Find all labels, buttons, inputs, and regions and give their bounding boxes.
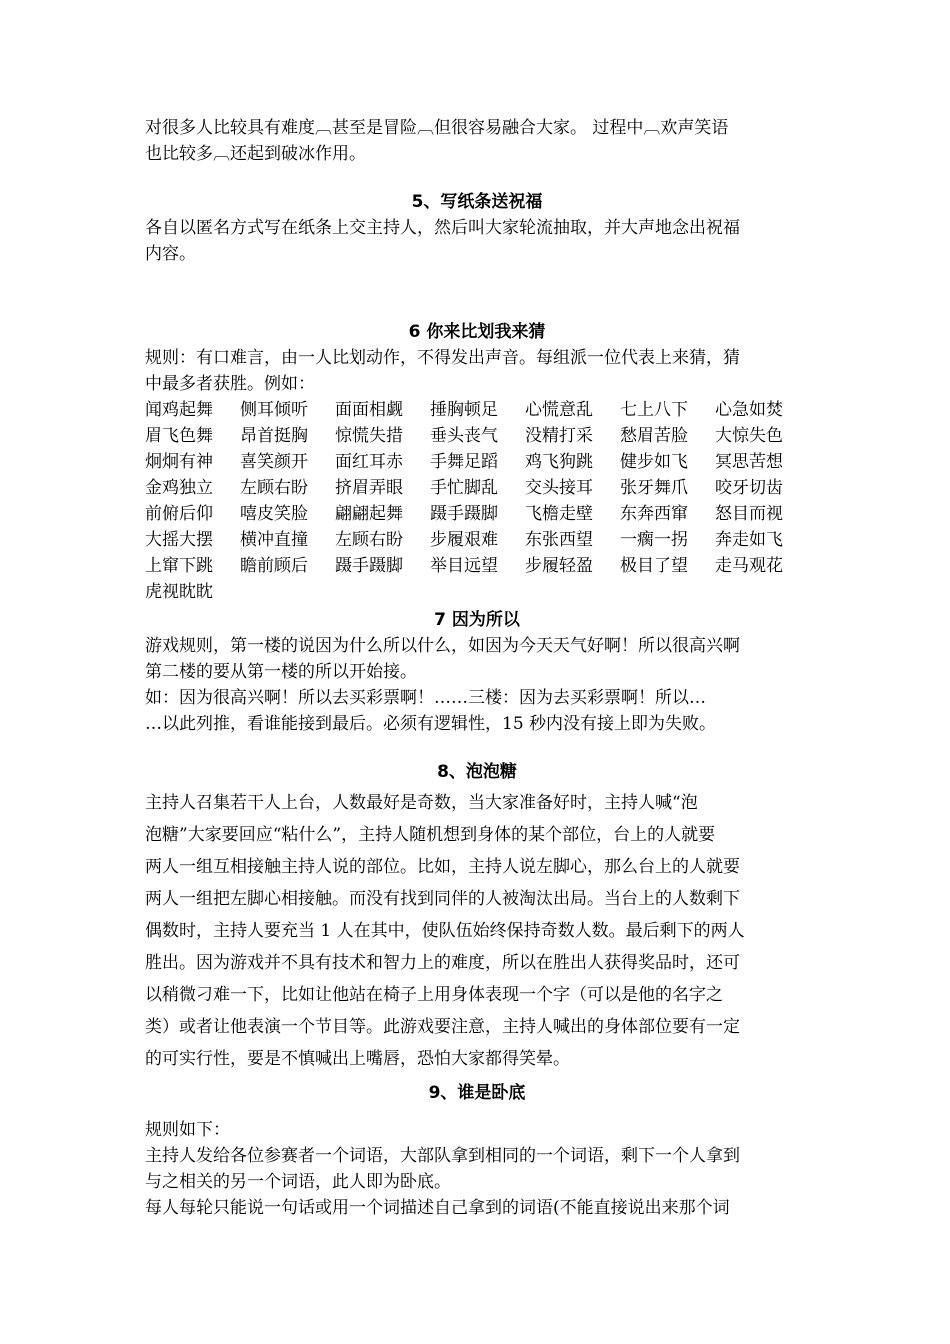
idiom: 左顾右盼	[240, 478, 308, 498]
idiom: 没精打采	[525, 426, 593, 446]
idiom: 蹑手蹑脚	[335, 556, 403, 576]
idiom: 张牙舞爪	[620, 478, 688, 498]
idiom: 惊慌失措	[335, 426, 403, 446]
section-8-heading: 8、泡泡糖	[437, 762, 517, 782]
idiom: 极目了望	[620, 556, 688, 576]
idiom: 走马观花	[715, 556, 783, 576]
idiom: 昂首挺胸	[240, 426, 308, 446]
section-8-line: 泡糖”大家要回应“粘什么”，主持人随机想到身体的某个部位，台上的人就要	[145, 825, 716, 845]
idiom: 嘻皮笑脸	[240, 504, 308, 524]
idiom: 垂头丧气	[430, 426, 498, 446]
idiom: 捶胸顿足	[430, 400, 498, 420]
section-9-line: 规则如下：	[145, 1120, 230, 1140]
idiom: 喜笑颜开	[240, 452, 308, 472]
idiom: 健步如飞	[620, 452, 688, 472]
section-8-line: 胜出。因为游戏并不具有技术和智力上的难度，所以在胜出人获得奖品时，还可	[145, 953, 740, 973]
idiom: 大惊失色	[715, 426, 783, 446]
idiom: 面面相觑	[335, 400, 403, 420]
idiom: 蹑手蹑脚	[430, 504, 498, 524]
idiom: 心急如焚	[715, 400, 783, 420]
idiom: 步履艰难	[430, 530, 498, 550]
idiom: 金鸡独立	[145, 478, 213, 498]
idiom: 侧耳倾听	[240, 400, 308, 420]
idiom-grid	[145, 397, 809, 605]
idiom: 虎视眈眈	[145, 582, 213, 602]
idiom: 鸡飞狗跳	[525, 452, 593, 472]
idiom: 横冲直撞	[240, 530, 308, 550]
section-8-line: 两人一组互相接触主持人说的部位。比如，主持人说左脚心，那么台上的人就要	[145, 857, 740, 877]
section-8-line: 偶数时，主持人要充当 1 人在其中，使队伍始终保持奇数人数。最后剩下的两人	[145, 921, 745, 941]
section-7-line-4: …以此列推，看谁能接到最后。必须有逻辑性，15 秒内没有接上即为失败。	[145, 714, 717, 734]
section-8-line: 主持人召集若干人上台，人数最好是奇数，当大家准备好时，主持人喊“泡	[145, 793, 698, 813]
idiom: 翩翩起舞	[335, 504, 403, 524]
section-7-line-1: 游戏规则，第一楼的说因为什么所以什么，如因为今天天气好啊！所以很高兴啊	[145, 636, 740, 656]
idiom: 面红耳赤	[335, 452, 403, 472]
idiom: 咬牙切齿	[715, 478, 783, 498]
section-6-line-1: 规则：有口难言，由一人比划动作，不得发出声音。每组派一位代表上来猜，猜	[145, 348, 740, 368]
section-9-line: 每人每轮只能说一句话或用一个词描述自己拿到的词语(不能直接说出来那个词	[145, 1198, 730, 1218]
section-7-heading: 7 因为所以	[434, 610, 520, 630]
idiom: 奔走如飞	[715, 530, 783, 550]
idiom: 大摇大摆	[145, 530, 213, 550]
idiom: 举目远望	[430, 556, 498, 576]
idiom: 心慌意乱	[525, 400, 593, 420]
section-8-line: 两人一组把左脚心相接触。而没有找到同伴的人被淘汰出局。当台上的人数剩下	[145, 889, 740, 909]
idiom: 左顾右盼	[335, 530, 403, 550]
idiom: 东奔西窜	[620, 504, 688, 524]
idiom: 一瘸一拐	[620, 530, 688, 550]
section-8-line: 类）或者让他表演一个节目等。此游戏要注意，主持人喊出的身体部位要有一定	[145, 1017, 740, 1037]
idiom: 飞檐走壁	[525, 504, 593, 524]
section-8-line: 的可实行性，要是不慎喊出上嘴唇，恐怕大家都得笑晕。	[145, 1049, 570, 1069]
idiom: 闻鸡起舞	[145, 400, 213, 420]
section-5-line-1: 各自以匿名方式写在纸条上交主持人，然后叫大家轮流抽取，并大声地念出祝福	[145, 218, 740, 238]
idiom: 挤眉弄眼	[335, 478, 403, 498]
idiom: 前俯后仰	[145, 504, 213, 524]
idiom: 上窜下跳	[145, 556, 213, 576]
idiom: 愁眉苦脸	[620, 426, 688, 446]
idiom: 冥思苦想	[715, 452, 783, 472]
section-9-line: 主持人发给各位参赛者一个词语，大部队拿到相同的一个词语，剩下一个人拿到	[145, 1146, 740, 1166]
idiom: 手舞足蹈	[430, 452, 498, 472]
idiom: 手忙脚乱	[430, 478, 498, 498]
idiom: 交头接耳	[525, 478, 593, 498]
section-5-heading: 5、写纸条送祝福	[411, 192, 543, 212]
section-6-line-2: 中最多者获胜。例如：	[145, 374, 315, 394]
idiom: 步履轻盈	[525, 556, 593, 576]
section-9-line: 与之相关的另一个词语，此人即为卧底。	[145, 1172, 451, 1192]
idiom: 眉飞色舞	[145, 426, 213, 446]
idiom: 东张西望	[525, 530, 593, 550]
idiom: 炯炯有神	[145, 452, 213, 472]
section-7-line-3: 如：因为很高兴啊！所以去买彩票啊！……三楼：因为去买彩票啊！所以…	[145, 688, 706, 708]
section-5-line-2: 内容。	[145, 244, 196, 264]
section-8-line: 以稍微刁难一下，比如让他站在椅子上用身体表现一个字（可以是他的名字之	[145, 985, 723, 1005]
section-7-line-2: 第二楼的要从第一楼的所以开始接。	[145, 662, 417, 682]
intro-line-2: 也比较多︹还起到破冰作用。	[145, 144, 366, 164]
section-9-heading: 9、谁是卧底	[428, 1083, 526, 1103]
section-6-heading: 6 你来比划我来猜	[408, 322, 546, 342]
intro-line-1: 对很多人比较具有难度︹甚至是冒险︹但很容易融合大家。 过程中︹欢声笑语	[145, 118, 729, 138]
idiom: 七上八下	[620, 400, 688, 420]
idiom: 瞻前顾后	[240, 556, 308, 576]
idiom: 怒目而视	[715, 504, 783, 524]
